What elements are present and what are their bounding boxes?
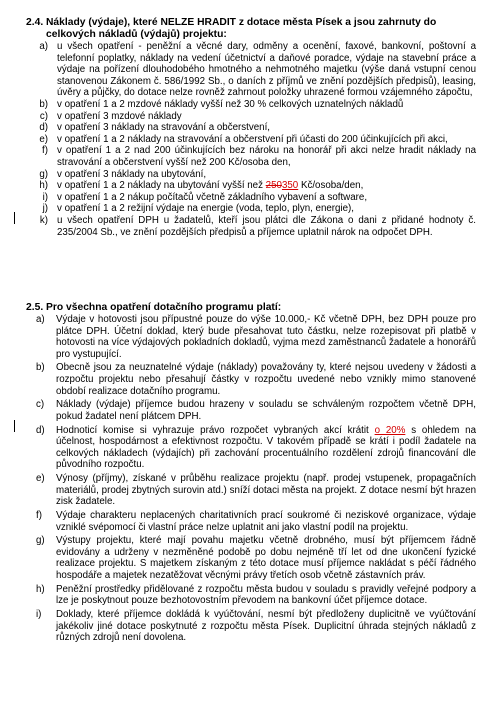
item-letter: e)	[39, 133, 48, 145]
item-text: v opatření 3 náklady na ubytování,	[57, 168, 207, 180]
item-text: v opatření 1 a 2 náklady na stravování a občerstvení při účasti do 200 účinkujících při akci,	[57, 133, 448, 145]
item-letter: d)	[36, 424, 45, 436]
list-item	[26, 609, 476, 644]
item-text: Výstupy projektu, které mají povahu majetku včetně drobného, musí být příjemcem řádně evidovány a udrženy v nezměněné podobě po dobu nejméně tří let od dne ukončení fyzické realizace projektu. S majetkem získaným z této dotace musí příjemce nakládat s péčí řádného hospodáře a majetek nezatěžovat věcnými právy třetích osob včetně zástavních práv.	[56, 535, 476, 582]
item-letter: i)	[42, 191, 48, 203]
item-text: Obecně jsou za neuznatelné výdaje (náklady) považovány ty, které nejsou uvedeny v žádosti a rozpočtu projektu nebo přesahují částky v rozpočtu uvedené nebo vznikly mimo stanovené období realizace dotačního programu.	[56, 362, 476, 397]
item-list	[26, 41, 476, 238]
item-letter: g)	[39, 168, 48, 180]
item-text: Peněžní prostředky přidělované z rozpočtu města budou v souladu s pravidly veřejné podpory a lze je poskytnout pouze bezhotovostním převodem na bankovní účet příjemce dotace.	[56, 583, 476, 607]
item-text	[56, 425, 476, 471]
list-item	[26, 180, 476, 192]
item-letter: e)	[36, 473, 45, 485]
item-letter: f)	[36, 509, 42, 521]
list-item	[26, 425, 476, 471]
list-item	[26, 535, 476, 581]
section-number: 2.4.	[26, 17, 44, 28]
list-item	[26, 192, 476, 204]
section-title: Náklady (výdaje), které NELZE HRADIT z dotace města Písek a jsou zahrnuty do celkových nákladů (výdajů) projektu:	[46, 17, 437, 40]
item-text: u všech opatření - peněžní a věcné dary, odměny a ocenění, faxové, bankovní, poštovní a telefonní poplatky, náklady na vedení účetnictví a daňové poradce, výdaje na stavební práce a výdaje na pořízení dlouhodobého hmotného a nehmotného majetku (výše daná vstupní cenou stanovenou Zákonem č. 586/1992 Sb., o daních z příjmů ve znění pozdějších předpisů), leasing, úvěry a půjčky, do dotace nelze rovněž zahrnout položky uhrazené formou vzájemného zápočtu,	[57, 41, 476, 99]
item-letter: b)	[39, 98, 48, 110]
item-letter: a)	[36, 314, 45, 325]
item-letter: k)	[39, 214, 48, 226]
section-2-5	[26, 302, 476, 646]
item-letter: d)	[39, 122, 48, 134]
list-item	[26, 111, 476, 123]
item-letter: b)	[36, 362, 45, 374]
list-item	[26, 362, 476, 397]
list-item	[26, 399, 476, 422]
item-text: v opatření 1 a 2 nad 200 účinkujících bez nároku na honorář při akci nelze hradit náklady na stravování a občerstvení vyšší než 200 Kč/osoba den,	[57, 145, 476, 168]
revision-bar	[14, 420, 15, 432]
item-text: v opatření 3 mzdové náklady	[57, 110, 182, 122]
list-item	[26, 99, 476, 111]
text-segment: v opatření 1 a 2 náklady na ubytování vyšší než	[57, 180, 266, 192]
item-letter: j)	[42, 203, 48, 215]
list-item	[26, 215, 476, 238]
item-letter: h)	[39, 180, 48, 192]
list-item	[26, 122, 476, 134]
item-letter: a)	[39, 41, 48, 52]
item-text: v opatření 1 a 2 nákup počítačů včetně základního vybavení a software,	[57, 191, 368, 203]
revision-bar	[14, 212, 15, 224]
list-item	[26, 584, 476, 607]
list-item	[26, 145, 476, 168]
list-item	[26, 314, 476, 360]
text-segment: Kč/osoba/den,	[298, 180, 364, 192]
item-text: Výdaje v hotovosti jsou přípustné pouze do výše 10.000,- Kč včetně DPH, bez DPH pouze pro plátce DPH. Účetní doklad, který bude přesahovat tuto částku, nelze rozepisovat při platbě v hotovosti na více výdajových pokladních dokladů, vyjma mezd zaměstnanců žadatele a honorářů pro vystupující.	[56, 314, 476, 360]
section-number: 2.5.	[26, 302, 44, 313]
list-item	[26, 510, 476, 533]
text-segment: s ohledem na účelnost, hospodárnost a efektivnost rozpočtu. V takovém případě se krátí i podíl žadatele na celkových nákladech (výdajích) při zachování procentuálního rozdělení zdrojů financování dle původního rozpočtu.	[56, 424, 477, 471]
item-letter: f)	[42, 145, 48, 157]
item-text: v opatření 3 náklady na stravování a občerstvení,	[57, 122, 271, 134]
item-letter: i)	[36, 609, 42, 620]
list-item	[26, 41, 476, 99]
item-text: u všech opatření DPH u žadatelů, kteří jsou plátci dle Zákona o dani z přidané hodnoty č. 235/2004 Sb., ve znění pozdějších předpisů a příjemce uplatnil nárok na odpočet DPH.	[57, 214, 476, 238]
item-letter: g)	[36, 535, 45, 547]
section-heading	[26, 302, 476, 314]
item-text: Doklady, které příjemce dokládá k vyúčtování, nesmí být předloženy duplicitně ve vyúčtování jakékoliv jiné dotace poskytnuté z rozpočtu města Písek. Duplicitní úhrada stejných nákladů z různých zdrojů není dovolena.	[56, 609, 476, 644]
list-item	[26, 203, 476, 215]
item-text	[57, 180, 476, 192]
item-text: Výdaje charakteru neplacených charitativních prací soukromé či neziskové organizace, výdaje vzniklé svépomocí či vlastní práce nelze uplatnit ani jako vlastní podíl na projektu.	[56, 509, 476, 533]
tracked-insertion: 350	[281, 180, 299, 192]
item-letter: c)	[39, 110, 48, 122]
item-text: Náklady (výdaje) příjemce budou hrazeny v souladu se schváleným rozpočtem včetně DPH, pokud žadatel není plátcem DPH.	[56, 399, 476, 422]
item-letter: h)	[36, 583, 45, 595]
section-title: Pro všechna opatření dotačního programu platí:	[46, 302, 282, 313]
section-2-4	[26, 17, 476, 238]
item-text: v opatření 1 a 2 mzdové náklady vyšší než 30 % celkových uznatelných nákladů	[57, 98, 404, 110]
list-item	[26, 169, 476, 181]
item-text: Výnosy (příjmy), získané v průběhu realizace projektu (např. prodej vstupenek, propagačních materiálů, prodej zbytných surovin atd.) sníží dotaci města na projekt. Z dotace nesmí být hrazen zisk žadatele.	[56, 473, 476, 508]
tracked-insertion: o 20%	[374, 424, 406, 436]
section-heading	[26, 17, 476, 41]
item-list	[26, 314, 476, 644]
item-letter: c)	[36, 399, 45, 411]
list-item	[26, 473, 476, 508]
list-item	[26, 134, 476, 146]
item-text: v opatření 1 a 2 režijní výdaje na energie (voda, teplo, plyn, energie),	[57, 203, 355, 215]
tracked-deletion: 250	[265, 180, 282, 192]
text-segment: Hodnoticí komise si vyhrazuje právo rozpočet vybraných akcí krátit	[56, 424, 375, 436]
